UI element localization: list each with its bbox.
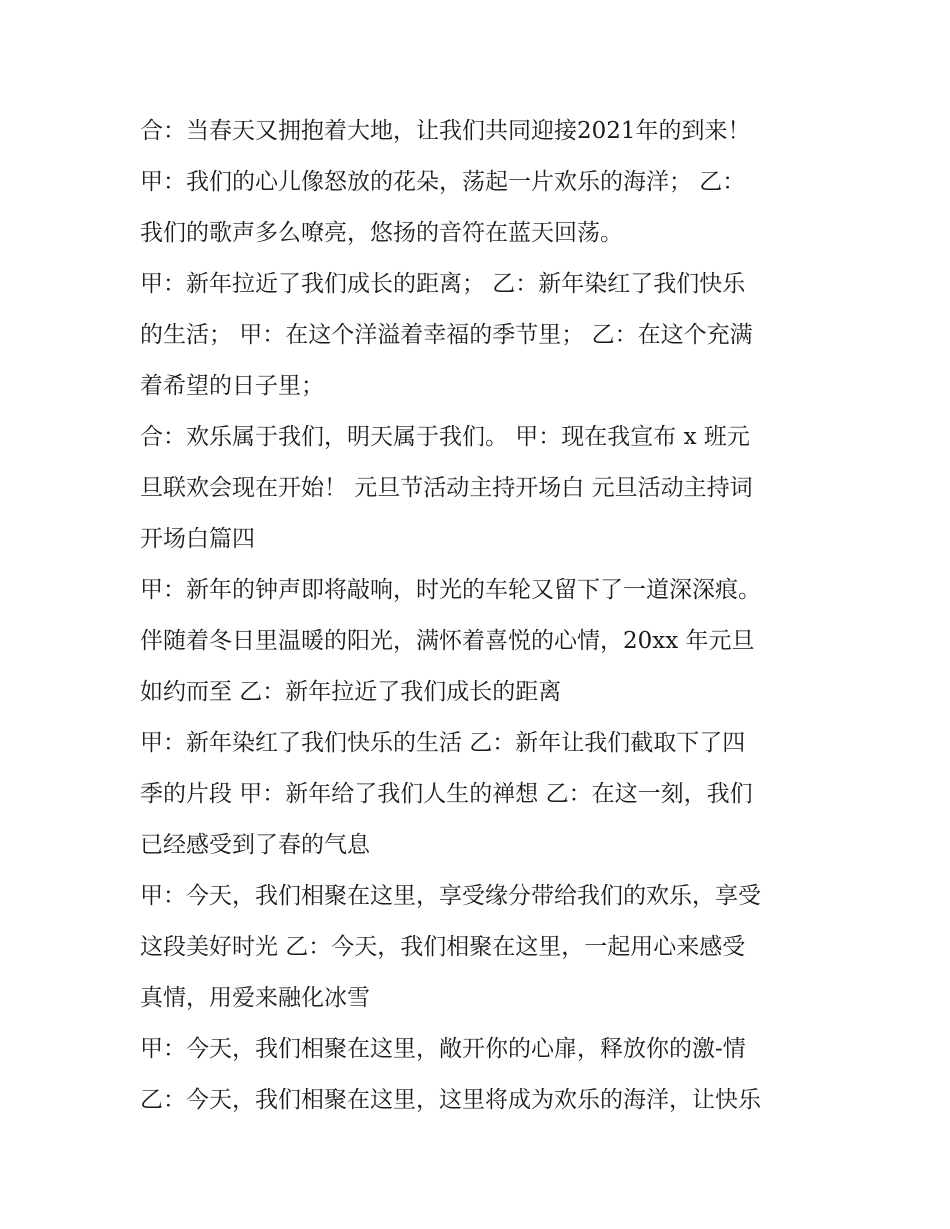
text-line: 旦联欢会现在开始！ 元旦节活动主持开场白 元旦活动主持词 xyxy=(140,475,753,501)
text-line: 如约而至 乙：新年拉近了我们成长的距离 xyxy=(140,679,562,705)
text-line: 开场白篇四 xyxy=(140,526,255,552)
text-line: 真情，用爱来融化冰雪 xyxy=(140,985,370,1011)
text-line: 合：欢乐属于我们，明天属于我们。 甲：现在我宣布 x 班元 xyxy=(140,424,750,450)
text-line: 乙：今天，我们相聚在这里，这里将成为欢乐的海洋，让快乐 xyxy=(140,1087,761,1113)
text-line: 合：当春天又拥抱着大地，让我们共同迎接2021年的到来！ xyxy=(140,118,751,144)
text-line: 季的片段 甲：新年给了我们人生的禅想 乙：在这一刻，我们 xyxy=(140,781,753,807)
text-line: 甲：今天，我们相聚在这里，享受缘分带给我们的欢乐，享受 xyxy=(140,883,761,909)
text-line: 甲：我们的心儿像怒放的花朵，荡起一片欢乐的海洋； 乙： xyxy=(140,169,746,195)
text-line: 伴随着冬日里温暖的阳光，满怀着喜悦的心情，20xx 年元旦 xyxy=(140,628,755,654)
text-line: 的生活； 甲：在这个洋溢着幸福的季节里； 乙：在这个充满 xyxy=(140,322,753,348)
text-line: 甲：新年染红了我们快乐的生活 乙：新年让我们截取下了四 xyxy=(140,730,746,756)
text-line: 我们的歌声多么嘹亮，悠扬的音符在蓝天回荡。 xyxy=(140,220,623,246)
text-line: 甲：新年拉近了我们成长的距离； 乙：新年染红了我们快乐 xyxy=(140,271,746,297)
document-body xyxy=(140,110,820,1130)
text-line: 甲：今天，我们相聚在这里，敞开你的心扉，释放你的激-情 xyxy=(140,1036,746,1062)
text-line: 甲：新年的钟声即将敲响，时光的车轮又留下了一道深深痕。 xyxy=(140,577,761,603)
text-line: 已经感受到了春的气息 xyxy=(140,832,370,858)
text-line: 这段美好时光 乙：今天，我们相聚在这里，一起用心来感受 xyxy=(140,934,746,960)
text-line: 着希望的日子里； xyxy=(140,373,324,399)
